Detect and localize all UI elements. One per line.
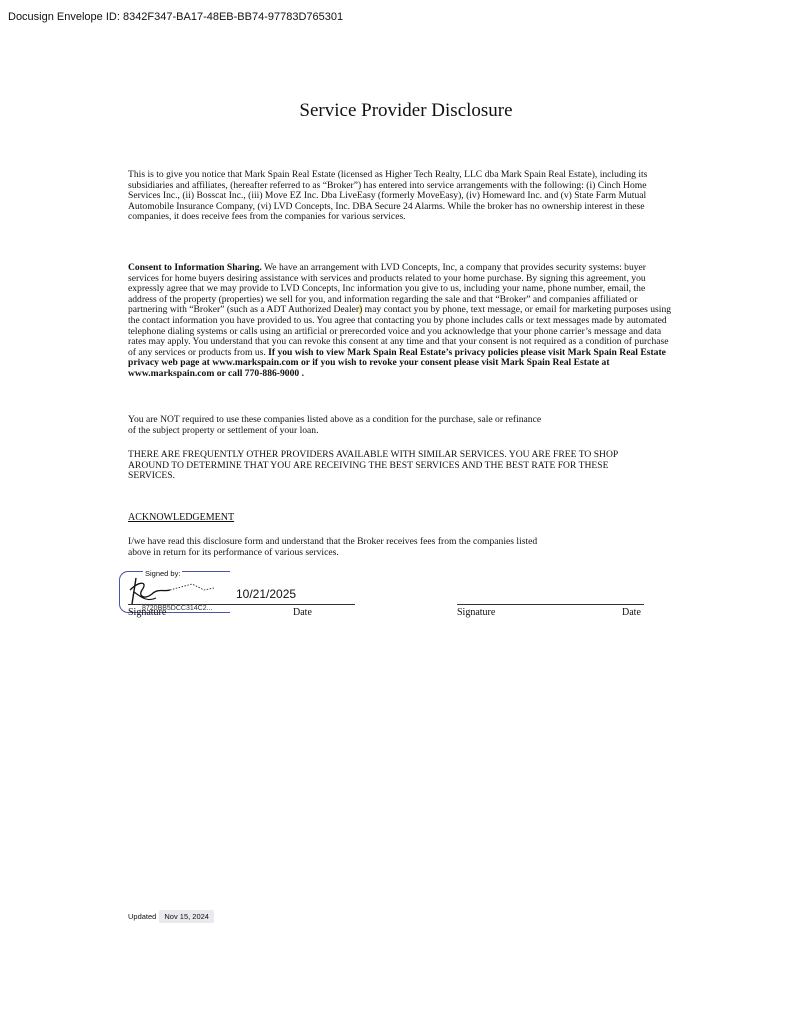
- handwritten-signature: [122, 576, 232, 606]
- updated-footer: [128, 912, 214, 921]
- signature-date-value: 10/21/2025: [236, 587, 297, 601]
- envelope-id: Docusign Envelope ID: 8342F347-BA17-48EB-BB74-97783D765301: [8, 11, 344, 23]
- date-label-1: Date: [293, 607, 312, 618]
- caps-notice-paragraph: THERE ARE FREQUENTLY OTHER PROVIDERS AVAILABLE WITH SIMILAR SERVICES. YOU ARE FREE TO SHOP AROUND TO DETERMINE THAT YOU ARE RECEIVING THE BEST SERVICES AND THE BEST RATE FOR THESE SERVICES.: [128, 449, 618, 482]
- acknowledgement-heading: ACKNOWLEDGEMENT: [128, 512, 235, 523]
- consent-privacy-notice: If you wish to view Mark Spain Real Estate’s privacy policies please visit Mark Spain Real Estate privacy web page at www.markspain.com or if you wish to revoke your consent please visit Mark Spain Real Estate at www.markspain.com or call 770-886-9000 .: [128, 346, 666, 379]
- updated-date: Nov 15, 2024: [159, 910, 214, 923]
- consent-paragraph: [128, 263, 673, 380]
- signature-line-2: [457, 604, 644, 605]
- signature-label-2: Signature: [457, 607, 496, 618]
- acknowledgement-paragraph: I/we have read this disclosure form and understand that the Broker receives fees from the companies listed above in return for its performance of various services.: [128, 536, 538, 558]
- consent-highlight: ): [359, 304, 363, 316]
- consent-heading: Consent to Information Sharing.: [128, 262, 262, 273]
- not-required-paragraph: You are NOT required to use these companies listed above as a condition for the purchase, sale or refinance of the subject property or settlement of your loan.: [128, 414, 542, 436]
- updated-label: Updated: [128, 912, 157, 921]
- date-label-2: Date: [622, 607, 641, 618]
- signed-by-label: Signed by:: [145, 569, 181, 578]
- consent-text-a: We have an arrangement with LVD Concepts, Inc, a company that provides security systems: buyer services for home buyers desiring assistance with services and products related to your home purchase. By signing this agreement, you expressly agree that we may provide to LVD Concepts, Inc information you give to us, including your name, phone number, email, the address of the property (properties) we sell for you, and information regarding the sale and that “Broker” and companies affiliated or partnering with “Broker” (such as a ADT Authorized Dealer: [128, 262, 647, 316]
- signature-line-1: [128, 604, 355, 605]
- page-title: Service Provider Disclosure: [299, 100, 513, 121]
- consent-text-b: may contact you by phone, text message, or email for marketing purposes using the contact information you have provided to us. You agree that contacting you by phone includes calls or text messages made by automated telephone dialing systems or calls using an artificial or prerecorded voice and you acknowledge that your phone carrier’s message and data rates may apply. You understand that you can revoke this consent at any time and that your consent is not required as a condition of purchase of any services or products from us.: [128, 304, 672, 358]
- intro-paragraph: This is to give you notice that Mark Spain Real Estate (licensed as Higher Tech Realty, LLC dba Mark Spain Real Estate), including its subsidiaries and affiliates, (hereafter referred to as “Broker”) has entered into service arrangements with the following: (i) Cinch Home Services Inc., (ii) Bosscat Inc., (iii) Move EZ Inc. Dba LiveEasy (formerly MoveEasy), (iv) Homeward Inc. and (v) State Farm Mutual Automobile Insurance Company, (vi) LVD Concepts, Inc. DBA Secure 24 Alarms. While the broker has no ownership interest in these companies, it does receive fees from the companies for various services.: [128, 169, 648, 223]
- signer-id: 8720BB5DCC314C2...: [142, 605, 213, 612]
- signature-label-1: Signature: [128, 607, 167, 618]
